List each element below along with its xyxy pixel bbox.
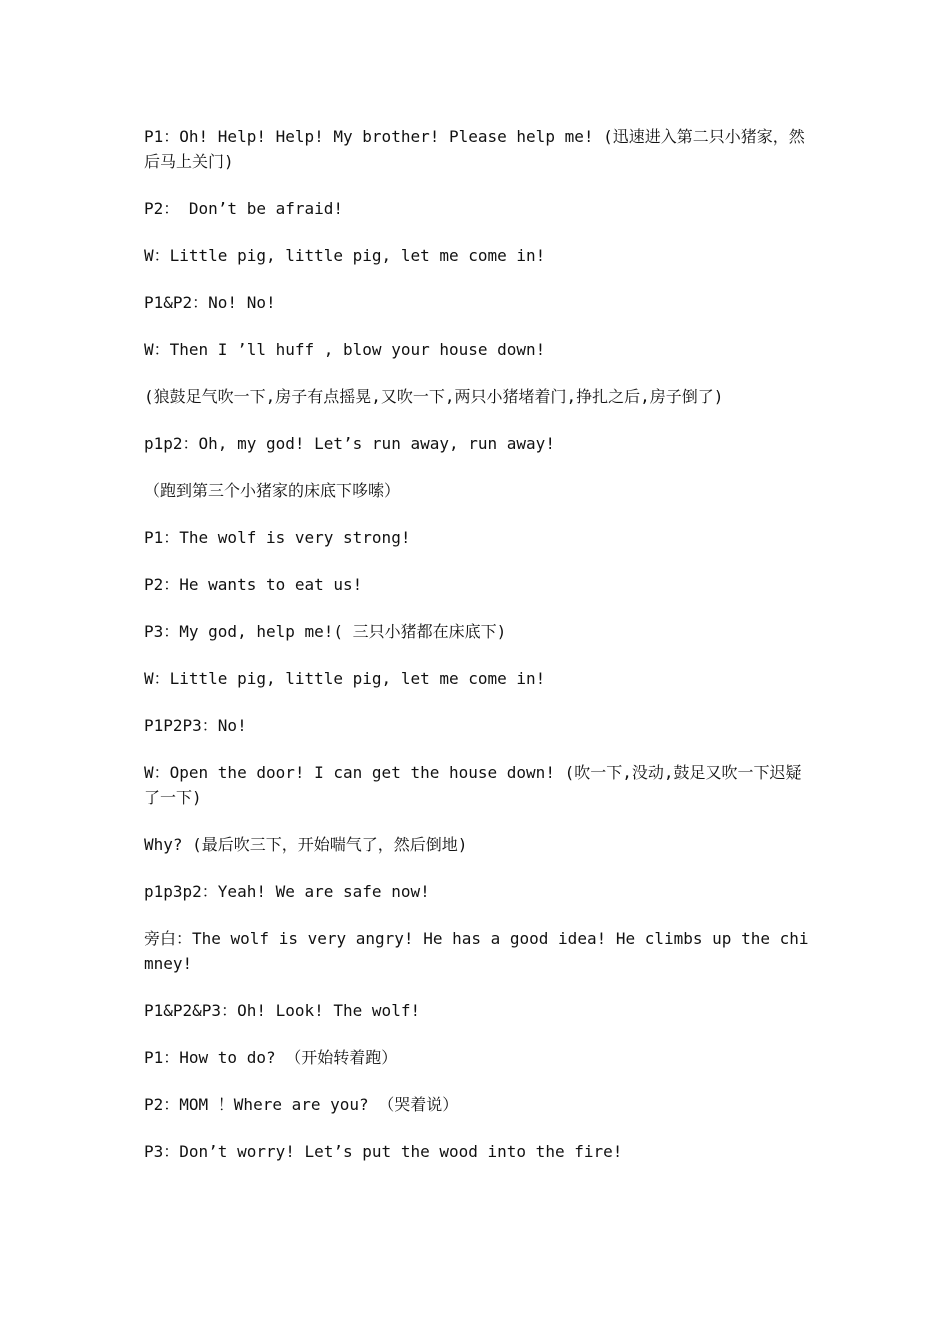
stage-direction: （跑到第三个小猪家的床底下哆嗦） [144, 481, 401, 500]
script-line: P1&P2：No! No! [144, 293, 276, 312]
script-line: P2： Don’t be afraid! [144, 199, 344, 218]
script-line: W：Open the door! I can get the house down! (吹一下,没动,鼓足又吹一下迟疑了一下) [144, 763, 802, 807]
script-line: W：Little pig, little pig, let me come in! [144, 246, 546, 265]
script-line: P1：How to do? （开始转着跑） [144, 1048, 398, 1067]
script-line: P1：Oh! Help! Help! My brother! Please help me! (迅速进入第二只小猪家，然后马上关门) [144, 127, 805, 171]
script-line: P2：He wants to eat us! [144, 575, 363, 594]
script-line: P3：Don’t worry! Let’s put the wood into the fire! [144, 1142, 623, 1161]
script-line: p1p3p2：Yeah! We are safe now! [144, 882, 430, 901]
script-line: p1p2：Oh, my god! Let’s run away, run away! [144, 434, 555, 453]
script-body [144, 124, 814, 1186]
script-line: W：Little pig, little pig, let me come in! [144, 669, 546, 688]
script-line: P3：My god, help me!( 三只小猪都在床底下) [144, 622, 507, 641]
script-line: P1&P2&P3：Oh! Look! The wolf! [144, 1001, 421, 1020]
narration-line: 旁白：The wolf is very angry! He has a good idea! He climbs up the chimney! [144, 929, 809, 973]
script-line: P1P2P3：No! [144, 716, 247, 735]
script-line: P1：The wolf is very strong! [144, 528, 411, 547]
script-line: P2：MOM ！Where are you? （哭着说） [144, 1095, 459, 1114]
script-line: W：Then I ’ll huff , blow your house down! [144, 340, 546, 359]
script-line: Why? (最后吹三下，开始喘气了，然后倒地) [144, 835, 468, 854]
stage-direction: (狼鼓足气吹一下,房子有点摇晃,又吹一下,两只小猪堵着门,挣扎之后,房子倒了) [144, 387, 724, 406]
